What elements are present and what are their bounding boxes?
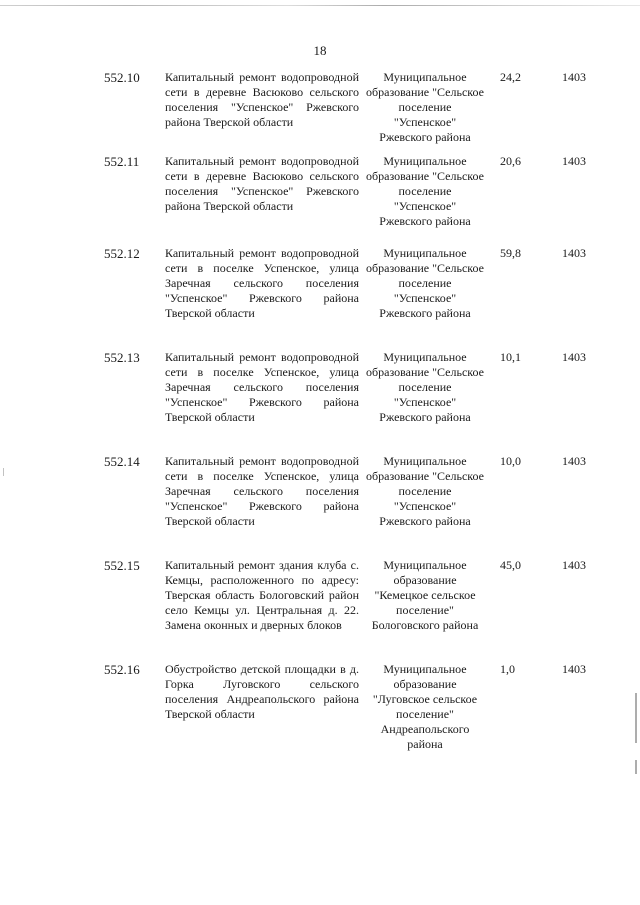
table-row bbox=[0, 454, 640, 558]
row-amount: 24,2 bbox=[500, 70, 521, 84]
row-description: Капитальный ремонт водопроводной сети в поселке Успенское, улица Заречная сельского поселения "Успенское" Ржевского района Тверской области bbox=[165, 246, 359, 320]
row-description: Капитальный ремонт водопроводной сети в поселке Успенское, улица Заречная сельского поселения "Успенское" Ржевского района Тверской области bbox=[165, 454, 359, 528]
table-row bbox=[0, 154, 640, 246]
row-code: 1403 bbox=[562, 662, 586, 676]
row-amount: 1,0 bbox=[500, 662, 515, 676]
row-number: 552.15 bbox=[104, 558, 140, 573]
row-number: 552.13 bbox=[104, 350, 140, 365]
row-code: 1403 bbox=[562, 558, 586, 572]
row-description: Капитальный ремонт водопроводной сети в деревне Васюково сельского поселения "Успенское" Ржевского района Тверской области bbox=[165, 70, 359, 129]
row-number: 552.11 bbox=[104, 154, 140, 169]
scan-margin-mark bbox=[635, 760, 637, 774]
row-recipient: Муниципальное образование "Сельское поселение "Успенское" Ржевского района bbox=[366, 70, 484, 144]
row-description: Капитальный ремонт водопроводной сети в деревне Васюково сельского поселения "Успенское" Ржевского района Тверской области bbox=[165, 154, 359, 213]
row-code: 1403 bbox=[562, 70, 586, 84]
row-code: 1403 bbox=[562, 154, 586, 168]
row-code: 1403 bbox=[562, 454, 586, 468]
row-recipient: Муниципальное образование "Сельское поселение "Успенское" Ржевского района bbox=[366, 350, 484, 424]
table-row bbox=[0, 662, 640, 752]
table-row bbox=[0, 246, 640, 350]
row-code: 1403 bbox=[562, 246, 586, 260]
table-row bbox=[0, 350, 640, 454]
row-amount: 10,0 bbox=[500, 454, 521, 468]
row-description: Капитальный ремонт водопроводной сети в поселке Успенское, улица Заречная сельского поселения "Успенское" Ржевского района Тверской области bbox=[165, 350, 359, 424]
row-recipient: Муниципальное образование "Луговское сельское поселение" Андреапольского района bbox=[372, 662, 478, 751]
table-row bbox=[0, 70, 640, 154]
page-number: 18 bbox=[313, 43, 327, 58]
row-amount: 45,0 bbox=[500, 558, 521, 572]
row-number: 552.10 bbox=[104, 70, 140, 85]
row-recipient: Муниципальное образование "Сельское поселение "Успенское" Ржевского района bbox=[366, 454, 484, 528]
row-description: Капитальный ремонт здания клуба с. Кемцы, расположенного по адресу: Тверская область Бологовский район село Кемцы ул. Центральная д. 22. Замена оконных и дверных блоков bbox=[165, 558, 359, 632]
row-number: 552.12 bbox=[104, 246, 140, 261]
row-number: 552.16 bbox=[104, 662, 140, 677]
row-code: 1403 bbox=[562, 350, 586, 364]
row-amount: 59,8 bbox=[500, 246, 521, 260]
row-recipient: Муниципальное образование "Сельское поселение "Успенское" Ржевского района bbox=[366, 246, 484, 320]
row-amount: 10,1 bbox=[500, 350, 521, 364]
row-amount: 20,6 bbox=[500, 154, 521, 168]
row-description: Обустройство детской площадки в д. Горка Луговского сельского поселения Андреапольского района Тверской области bbox=[165, 662, 359, 721]
row-number: 552.14 bbox=[104, 454, 140, 469]
row-recipient: Муниципальное образование "Кемецкое сельское поселение" Бологовского района bbox=[371, 558, 479, 632]
scan-edge-line bbox=[0, 5, 640, 6]
row-recipient: Муниципальное образование "Сельское поселение "Успенское" Ржевского района bbox=[366, 154, 484, 228]
table-row bbox=[0, 558, 640, 662]
allocation-table bbox=[0, 70, 640, 752]
